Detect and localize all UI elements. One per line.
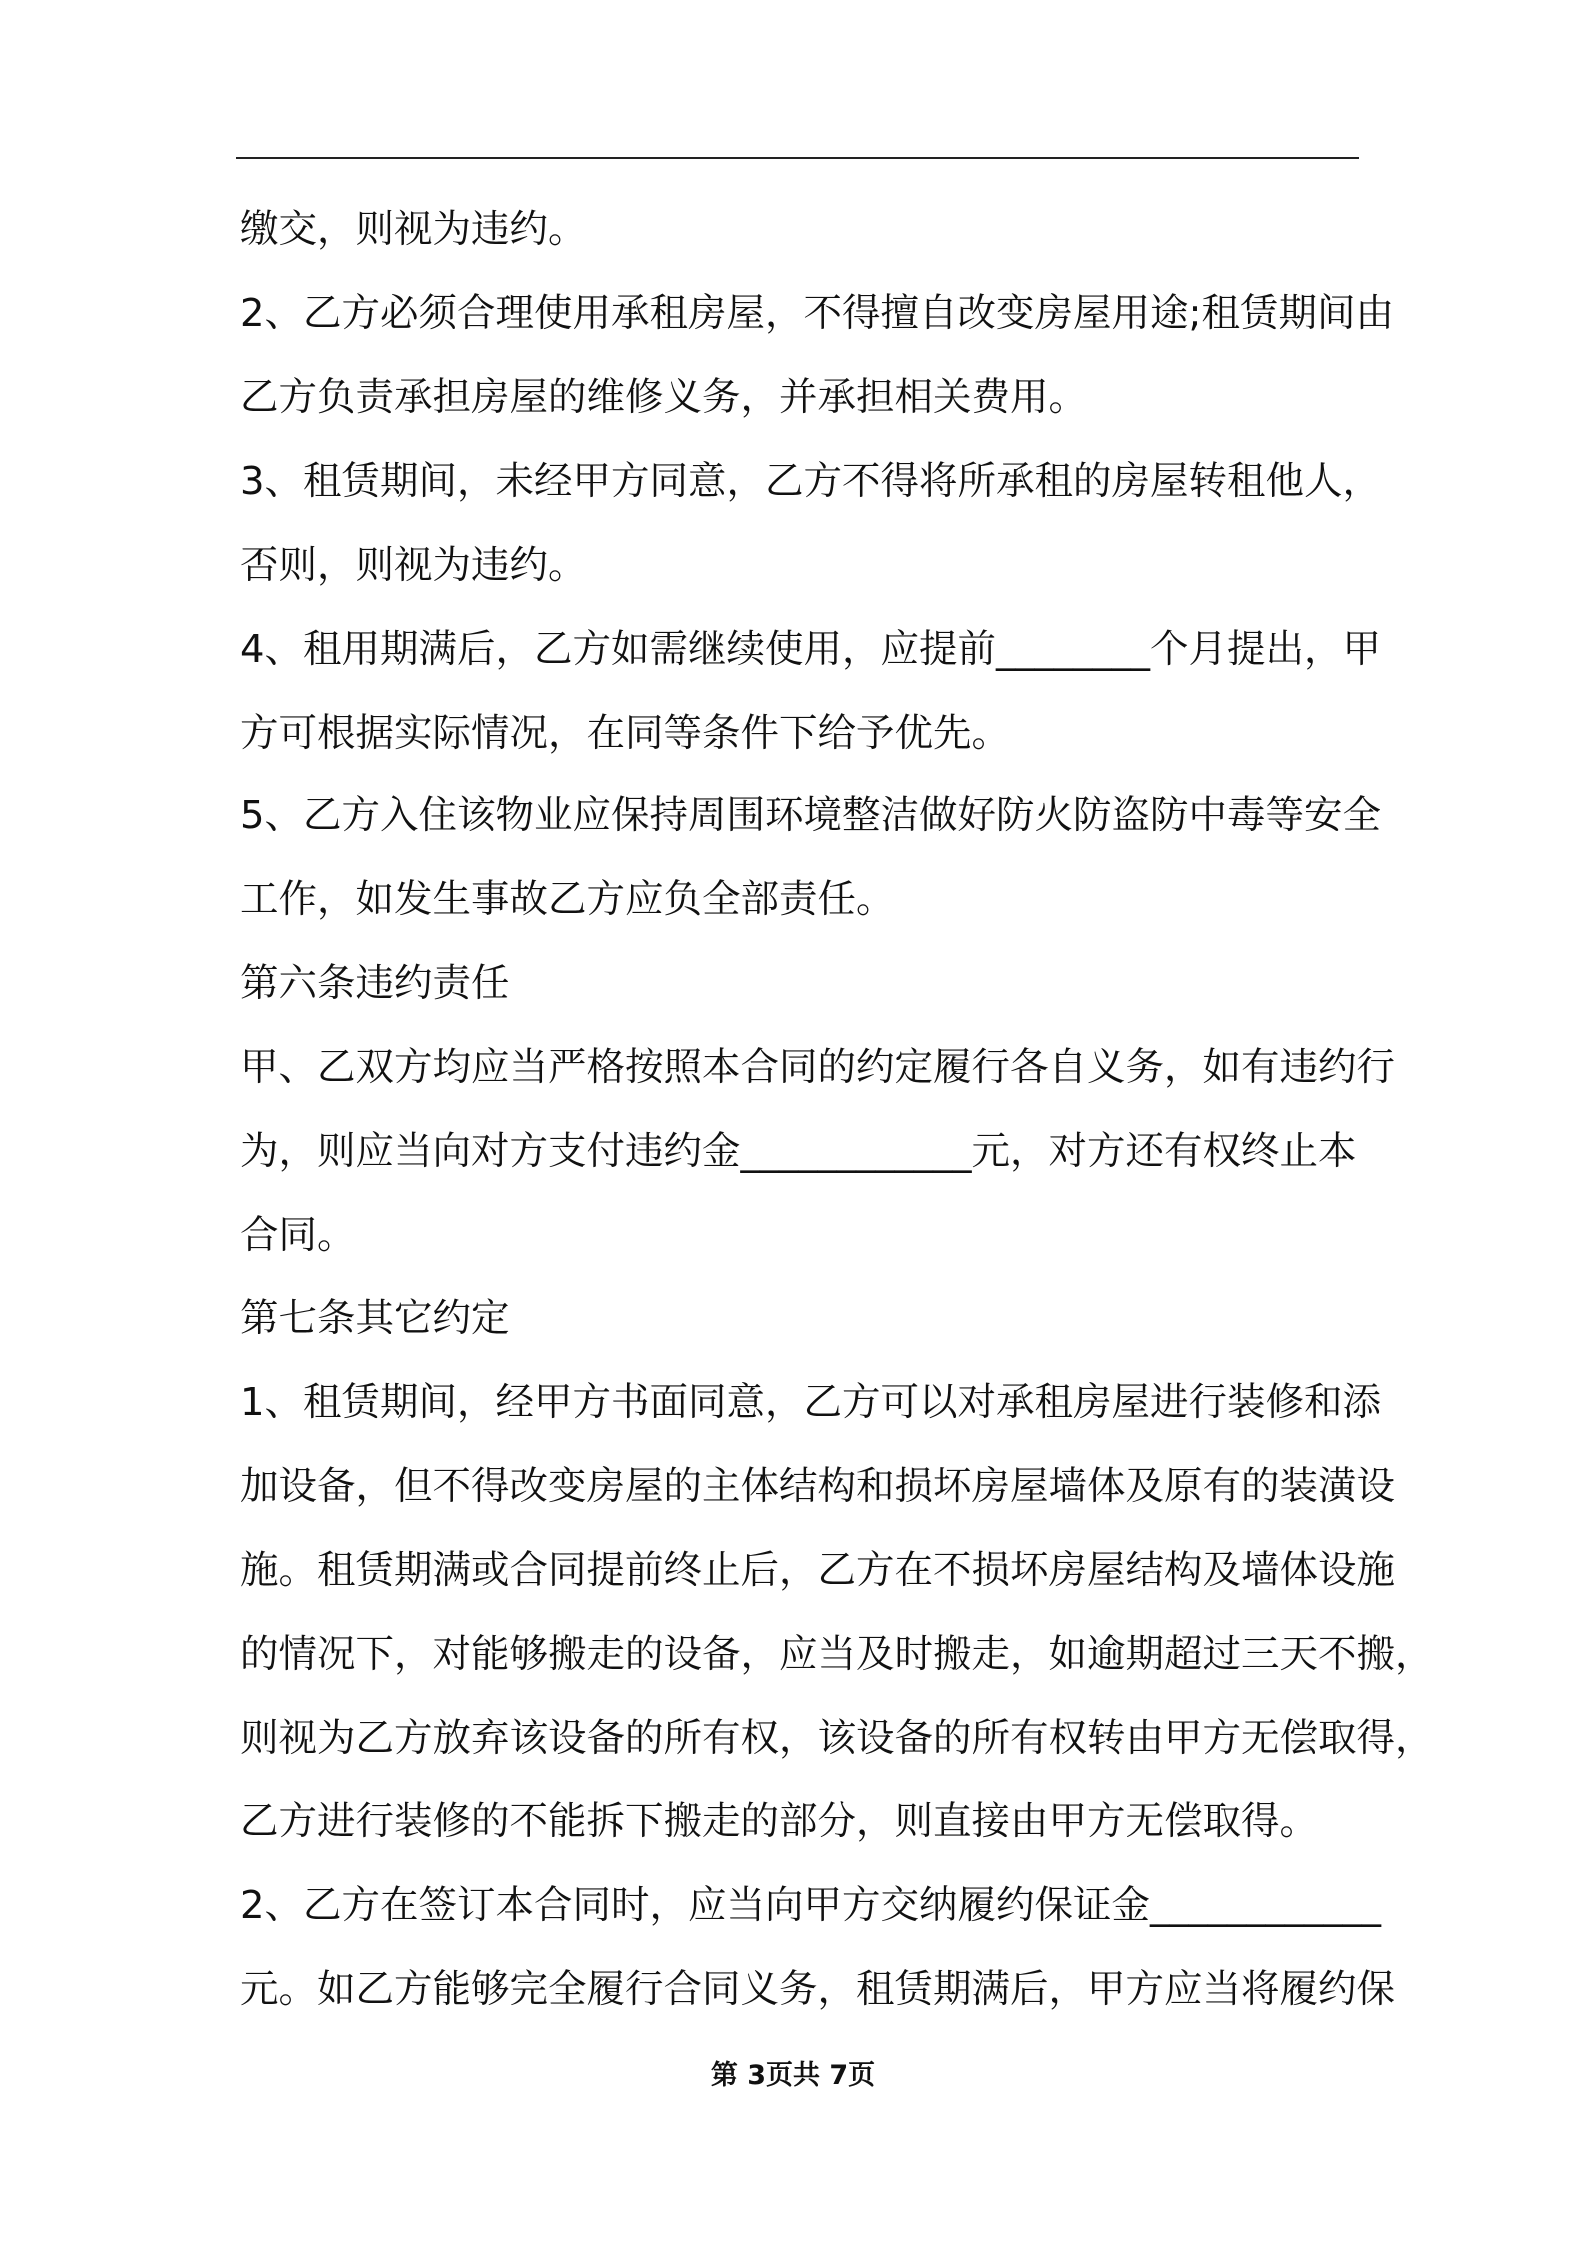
body-line: 方可根据实际情况，在同等条件下给予优先。 [240,711,1011,756]
body-line: 乙方进行装修的不能拆下搬走的部分，则直接由甲方无偿取得。 [240,1799,1319,1844]
body-line: 4、租用期满后，乙方如需继续使用，应提前________个月提出，甲 [240,627,1381,672]
body-line: 的情况下，对能够搬走的设备，应当及时搬走，如逾期超过三天不搬， [240,1632,1434,1677]
section-heading: 第七条其它约定 [240,1296,510,1341]
body-line: 乙方负责承担房屋的维修义务，并承担相关费用。 [240,375,1088,420]
body-line: 合同。 [240,1213,356,1258]
body-line: 甲、乙双方均应当严格按照本合同的约定履行各自义务，如有违约行 [240,1045,1396,1090]
header-rule [236,157,1359,159]
body-line: 3、租赁期间，未经甲方同意，乙方不得将所承租的房屋转租他人， [240,459,1381,504]
body-line: 2、乙方必须合理使用承租房屋，不得擅自改变房屋用途;租赁期间由 [240,291,1394,336]
body-line: 否则，则视为违约。 [240,543,587,588]
body-line: 2、乙方在签订本合同时，应当向甲方交纳履约保证金____________ [240,1883,1381,1928]
section-heading: 第六条违约责任 [240,961,510,1006]
page-number: 第 3页共 7页 [710,2060,876,2091]
body-line: 5、乙方入住该物业应保持周围环境整洁做好防火防盗防中毒等安全 [240,793,1381,838]
body-line: 加设备，但不得改变房屋的主体结构和损坏房屋墙体及原有的装潢设 [240,1464,1396,1509]
body-line: 施。租赁期满或合同提前终止后，乙方在不损坏房屋结构及墙体设施 [240,1548,1396,1593]
body-line: 1、租赁期间，经甲方书面同意，乙方可以对承租房屋进行装修和添 [240,1380,1381,1425]
body-line: 缴交，则视为违约。 [240,207,587,252]
body-line: 为，则应当向对方支付违约金____________元，对方还有权终止本 [240,1129,1357,1174]
body-line: 工作，如发生事故乙方应负全部责任。 [240,877,895,922]
body-line: 则视为乙方放弃该设备的所有权，该设备的所有权转由甲方无偿取得， [240,1716,1434,1761]
body-line: 元。如乙方能够完全履行合同义务，租赁期满后，甲方应当将履约保 [240,1967,1396,2012]
